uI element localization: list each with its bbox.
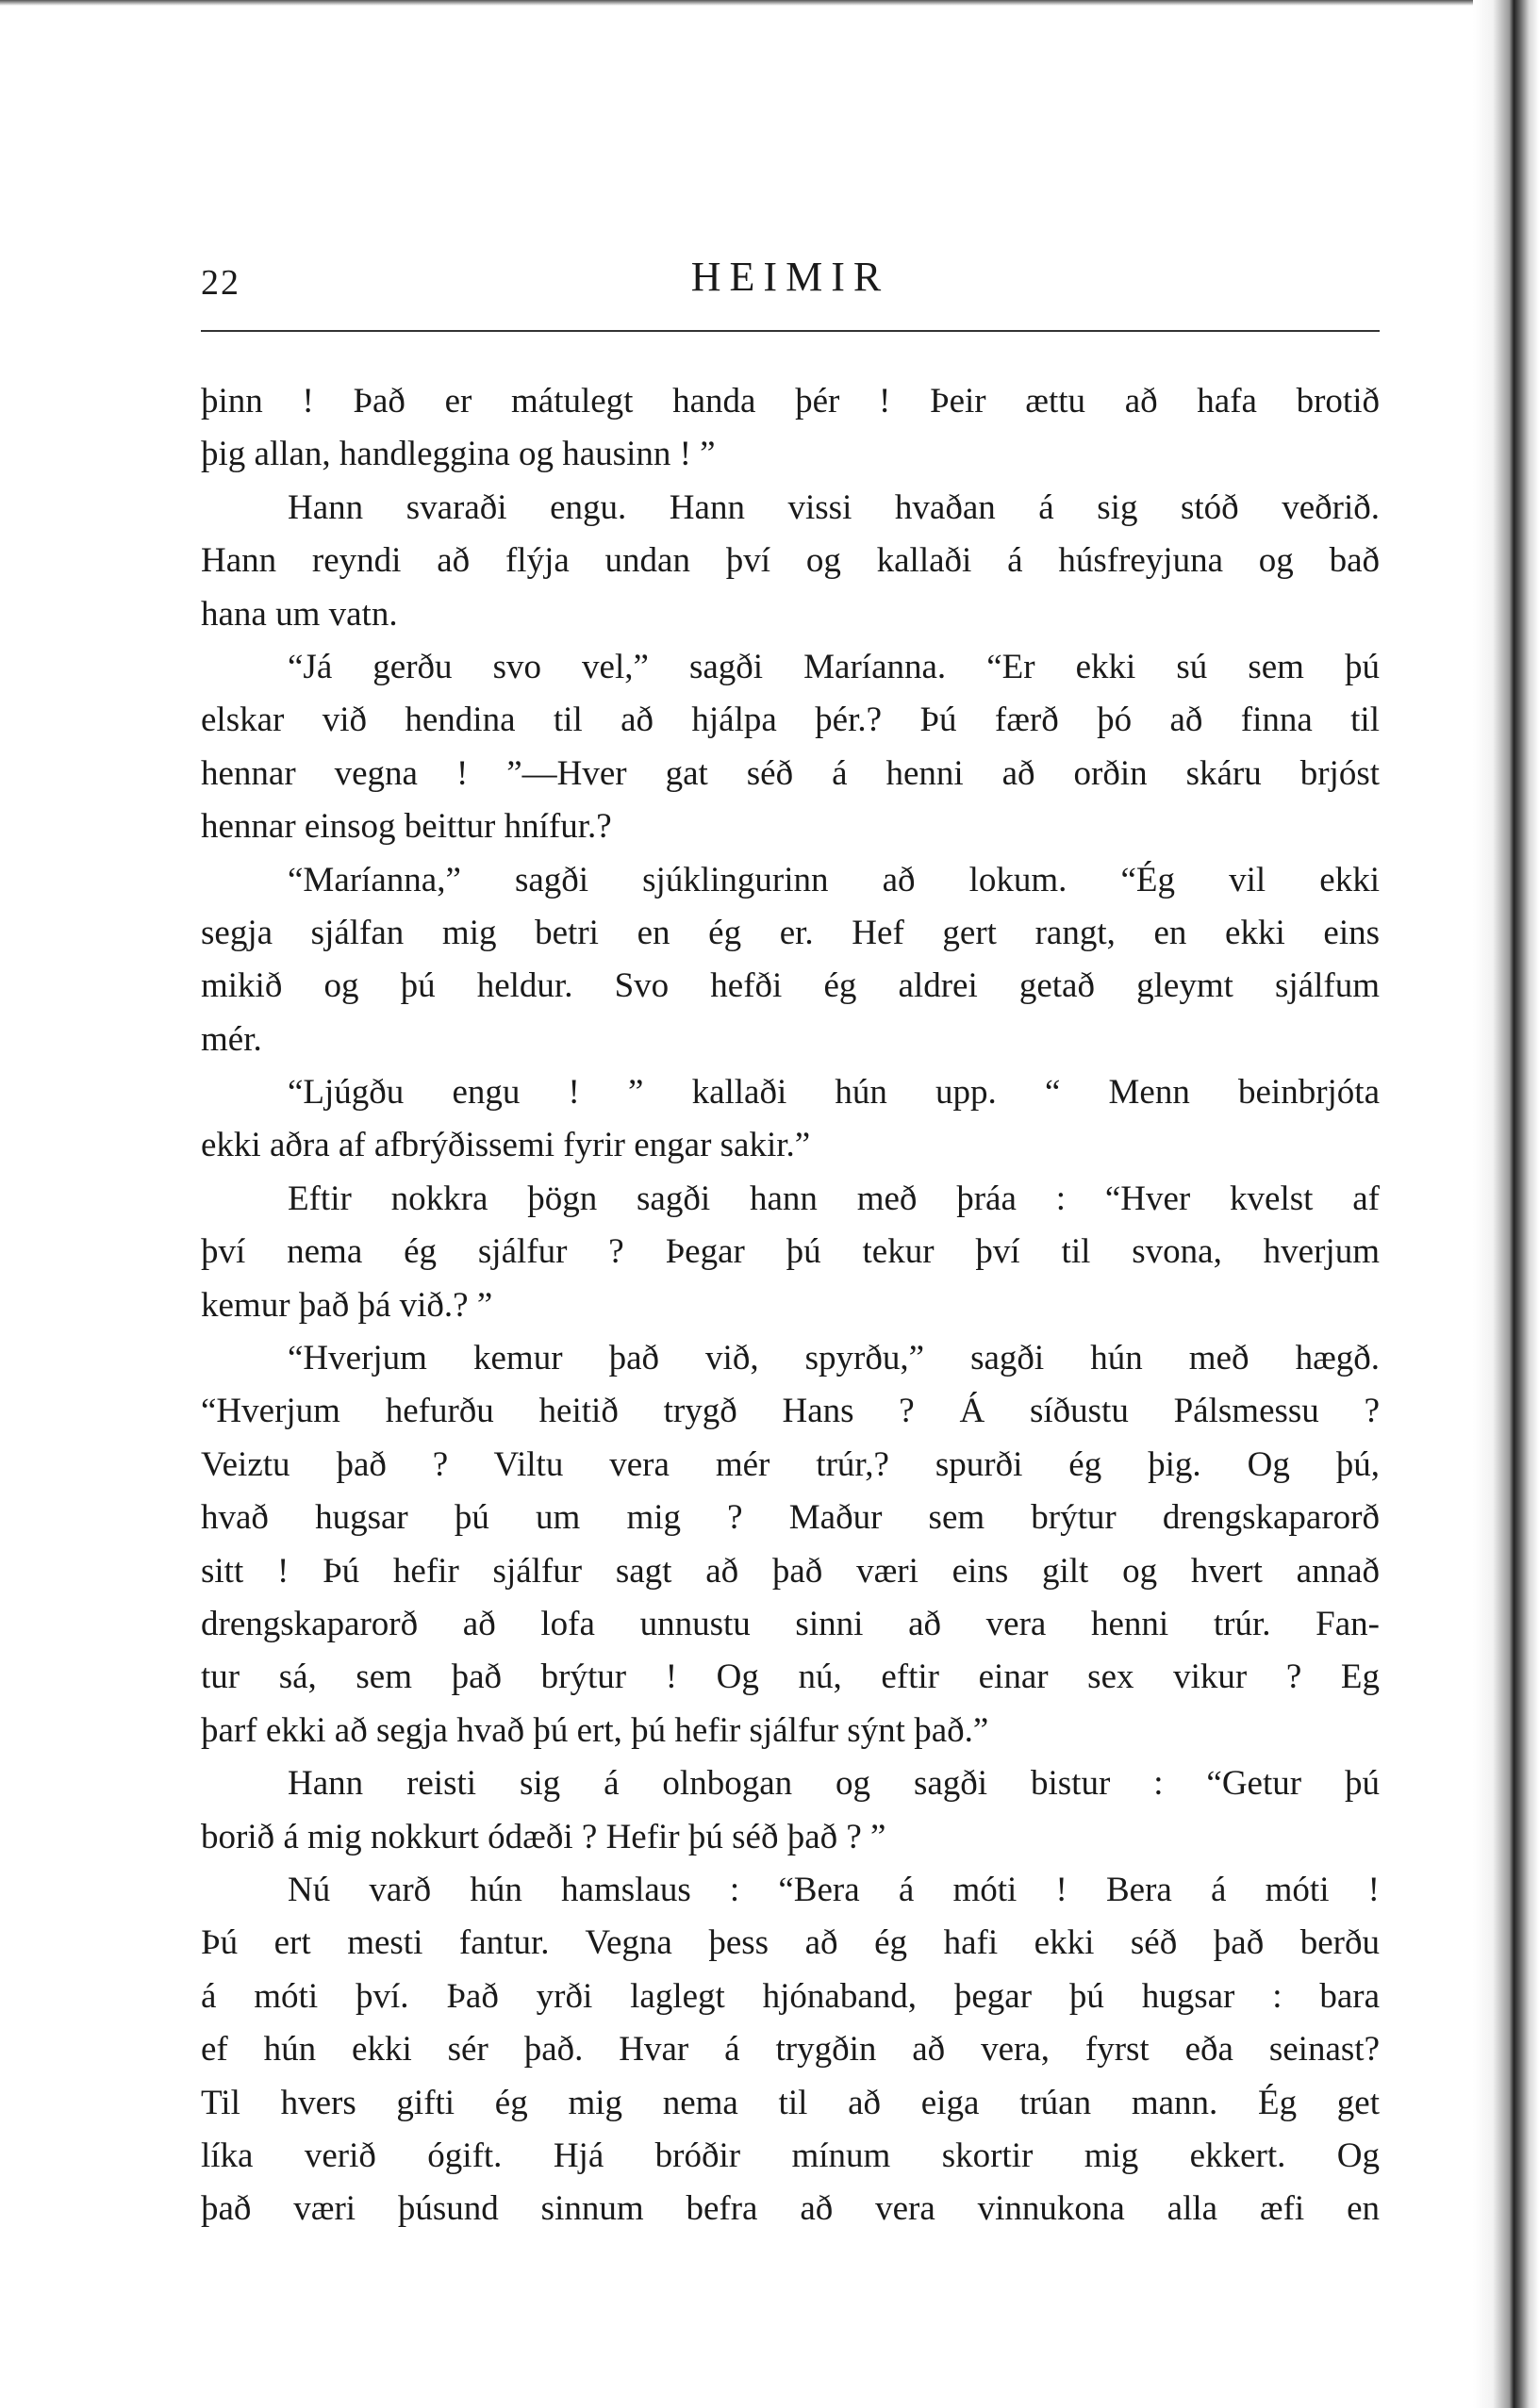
text-line: “Hverjum hefurðu heitið trygð Hans ? Á síðustu Pálsmessu ? (201, 1392, 1380, 1431)
text-line: hennar vegna ! ”—Hver gat séð á henni að orðin skáru brjóst (201, 753, 1380, 793)
page-binding-edge (1473, 0, 1539, 2408)
text-line: hennar einsog beittur hnífur.? (201, 807, 612, 847)
text-line: “Hverjum kemur það við, spyrðu,” sagði hún með hægð. (288, 1339, 1380, 1378)
body-text (201, 375, 1380, 2236)
text-line: Nú varð hún hamslaus : “Bera á móti ! Bera á móti ! (288, 1870, 1380, 1909)
header-rule (201, 330, 1380, 332)
text-line: þig allan, handleggina og hausinn ! ” (201, 435, 716, 474)
text-line: “Ljúgðu engu ! ” kallaði hún upp. “ Menn beinbrjóta (288, 1073, 1380, 1113)
text-line: því nema ég sjálfur ? Þegar þú tekur því til svona, hverjum (201, 1232, 1380, 1272)
text-line: líka verið ógift. Hjá bróðir mínum skortir mig ekkert. Og (201, 2136, 1380, 2175)
text-line: hana um vatn. (201, 594, 398, 634)
text-line: segja sjálfan mig betri en ég er. Hef gert rangt, en ekki eins (201, 913, 1380, 952)
text-line: elskar við hendina til að hjálpa þér.? Þú færð þó að finna til (201, 701, 1380, 740)
text-line: Þú ert mesti fantur. Vegna þess að ég hafi ekki séð það berðu (201, 1923, 1380, 1963)
running-title: HEIMIR (690, 254, 890, 300)
text-line: Veiztu það ? Viltu vera mér trúr,? spurði ég þig. Og þú, (201, 1444, 1380, 1484)
text-line: þarf ekki að segja hvað þú ert, þú hefir sjálfur sýnt það.” (201, 1710, 989, 1750)
text-line: mikið og þú heldur. Svo hefði ég aldrei getað gleymt sjálfum (201, 966, 1380, 1006)
text-line: drengskaparorð að lofa unnustu sinni að vera henni trúr. Fan- (201, 1604, 1380, 1643)
page-top-edge (0, 0, 1539, 6)
text-line: “Maríanna,” sagði sjúklingurinn að lokum. “Ég vil ekki (288, 860, 1380, 899)
text-line: þinn ! Það er mátulegt handa þér ! Þeir ættu að hafa brotið (201, 382, 1380, 421)
text-line: tur sá, sem það brýtur ! Og nú, eftir einar sex vikur ? Eg (201, 1658, 1380, 1697)
text-line: “Já gerðu svo vel,” sagði Maríanna. “Er ekki sú sem þú (288, 647, 1380, 686)
page-header (201, 253, 1380, 309)
text-line: Til hvers gifti ég mig nema til að eiga trúan mann. Ég get (201, 2083, 1380, 2122)
text-line: ekki aðra af afbrýðissemi fyrir engar sakir.” (201, 1126, 811, 1165)
text-line: Hann reisti sig á olnbogan og sagði bistur : “Getur þú (288, 1764, 1380, 1804)
text-line: á móti því. Það yrði laglegt hjónaband, þegar þú hugsar : bara (201, 1976, 1380, 2016)
text-line: það væri þúsund sinnum befra að vera vinnukona alla æfi en (201, 2189, 1380, 2229)
text-line: sitt ! Þú hefir sjálfur sagt að það væri eins gilt og hvert annað (201, 1551, 1380, 1591)
text-line: kemur það þá við.? ” (201, 1285, 493, 1325)
text-line: Hann svaraði engu. Hann vissi hvaðan á sig stóð veðrið. (288, 487, 1380, 527)
text-line: mér. (201, 1019, 262, 1059)
text-line: borið á mig nokkurt ódæði ? Hefir þú séð það ? ” (201, 1817, 886, 1856)
page-number: 22 (201, 263, 240, 303)
text-line: Hann reyndi að flýja undan því og kallaði á húsfreyjuna og bað (201, 541, 1380, 581)
text-line: Eftir nokkra þögn sagði hann með þráa : “Hver kvelst af (288, 1179, 1380, 1218)
text-line: ef hún ekki sér það. Hvar á trygðin að vera, fyrst eða seinast? (201, 2030, 1380, 2070)
text-line: hvað hugsar þú um mig ? Maður sem brýtur drengskaparorð (201, 1498, 1380, 1538)
